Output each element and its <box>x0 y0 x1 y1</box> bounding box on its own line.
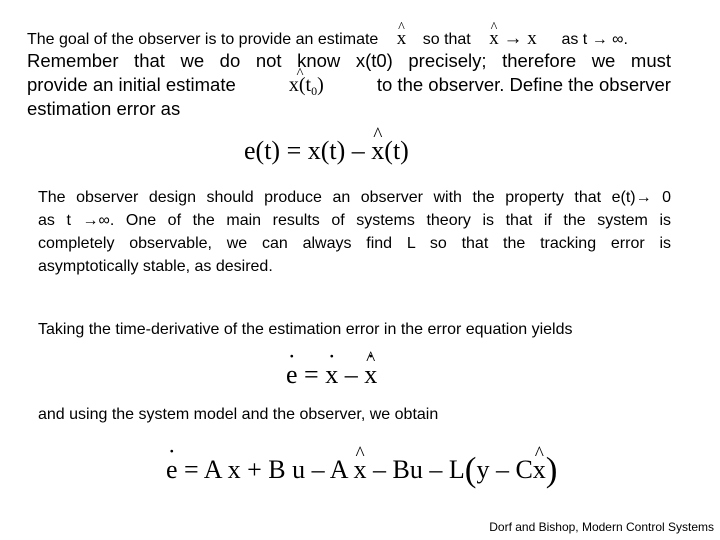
xhat-symbol: ^ x <box>397 28 407 49</box>
intro-text-c: as t → ∞. <box>561 31 628 48</box>
para2-line4: asymptotically stable, as desired. <box>38 258 273 275</box>
para1-line3-b: to the observer. Define the observer <box>376 74 671 95</box>
error-dynamics-equation: · e = A x + B u – A ^ x – Bu – L(y – C^ x) <box>166 450 557 490</box>
error-derivative-equation: · e = · x – · ^ x <box>286 360 377 390</box>
source-credit: Dorf and Bishop, Modern Control Systems <box>489 520 714 534</box>
para1-line3 <box>27 74 671 99</box>
para4-line1: and using the system model and the observer, we obtain <box>38 406 439 423</box>
para2-line2: as t →∞. One of the main results of systems theory is that if the system is <box>38 212 671 229</box>
para2-line1: The observer design should produce an observer with the property that e(t)→ 0 <box>38 189 671 206</box>
para1-line4: estimation error as <box>27 98 181 119</box>
intro-text-b: so that <box>422 31 471 48</box>
intro-line <box>27 28 628 50</box>
para1-line2: Remember that we do not know x(t0) precisely; therefore we must <box>27 50 671 71</box>
para2-line3: completely observable, we can always find L so that the tracking error is <box>38 235 671 252</box>
error-definition-equation: e(t) = x(t) – ^ x(t) <box>244 136 409 166</box>
para3-line1: Taking the time-derivative of the estimation error in the error equation yields <box>38 321 573 338</box>
intro-text-a: The goal of the observer is to provide an estimate <box>27 31 379 48</box>
convergence-expression: ^ x → x <box>489 28 541 49</box>
para1-line3-a: provide an initial estimate <box>27 74 236 95</box>
initial-estimate-symbol: ^ $x(t_0)$ <box>289 74 324 99</box>
